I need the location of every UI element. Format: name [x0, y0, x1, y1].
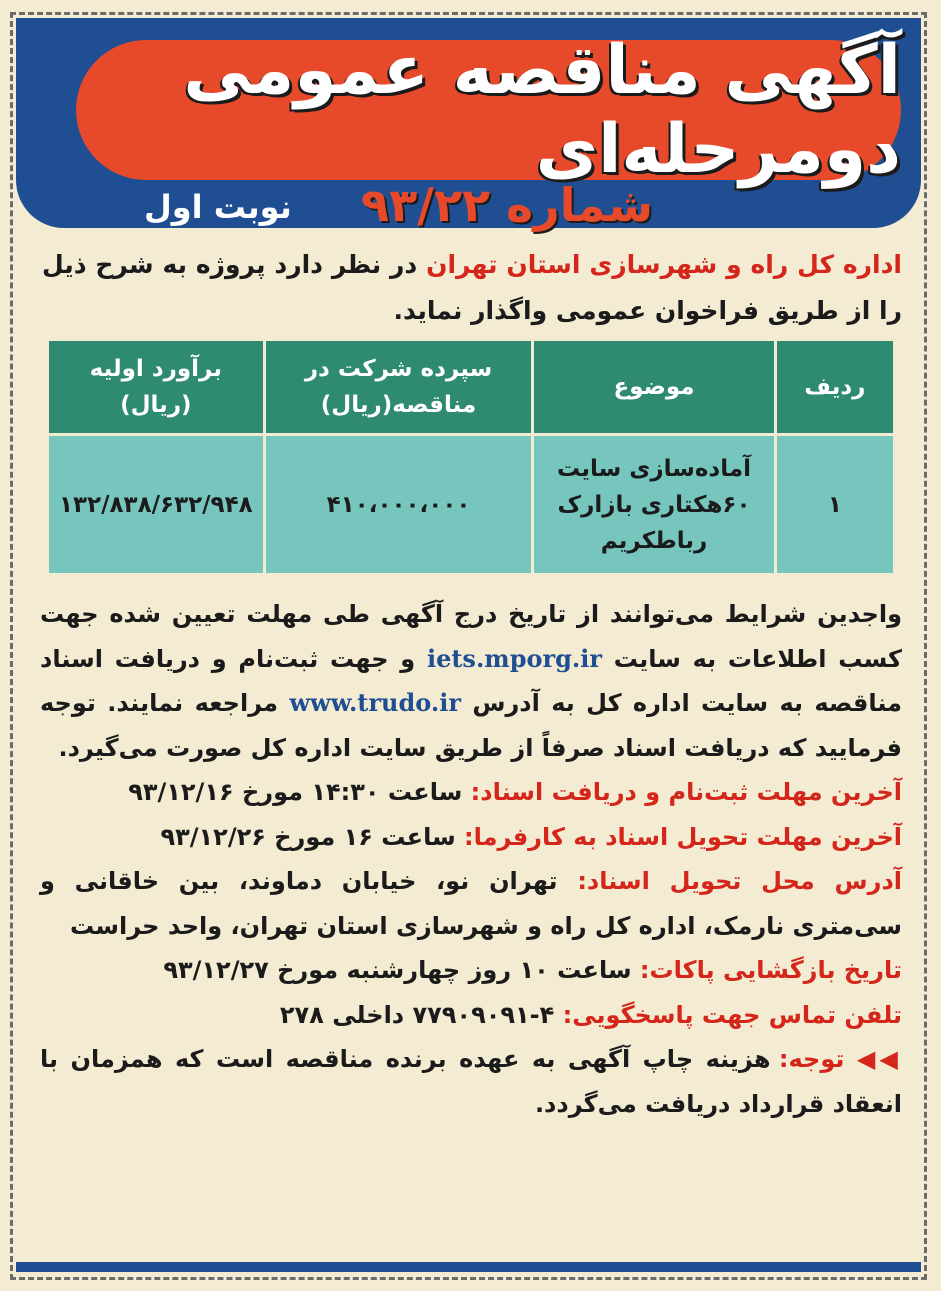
organization-name: اداره کل راه و شهرسازی استان تهران: [426, 250, 902, 279]
cell-subject: آماده‌سازی سایت ۶۰هکتاری بازارک رباطکریم: [533, 435, 775, 575]
opening-date: [40, 948, 902, 993]
deadline-delivery: [40, 815, 902, 860]
opening-date-label: تاریخ بازگشایی پاکات:: [639, 956, 902, 984]
deadline-delivery-value: ساعت ۱۶ مورخ ۹۳/۱۲/۲۶: [160, 822, 465, 851]
contact-phone: [40, 993, 902, 1038]
table-row: [48, 435, 895, 575]
intro-paragraph: [42, 242, 902, 334]
title-banner: [76, 31, 901, 189]
deadline-delivery-label: آخرین مهلت تحویل اسناد به کارفرما:: [464, 822, 902, 851]
cell-row-number: ۱: [775, 435, 894, 575]
table-header-row: [48, 340, 895, 435]
cell-deposit: ۴۱۰،۰۰۰،۰۰۰: [264, 435, 533, 575]
note: [40, 1037, 902, 1126]
page-title: آگهی مناقصه عمومی دومرحله‌ای: [183, 31, 901, 189]
delivery-address: [40, 859, 902, 948]
delivery-address-label: آدرس محل تحویل اسناد:: [577, 867, 902, 895]
header-row-number: ردیف: [775, 340, 894, 435]
opening-date-value: ساعت ۱۰ روز چهارشنبه مورخ ۹۳/۱۲/۲۷: [163, 956, 640, 984]
double-arrow-icon: ◀◀: [856, 1045, 902, 1073]
instructions-paragraph: [40, 592, 902, 770]
bottom-rule: [16, 1262, 921, 1272]
intro-text: در نظر دارد پروژه به شرح ذیل را از طریق فراخوان عمومی واگذار نماید.: [42, 250, 902, 325]
header-estimate: برآورد اولیه (ریال): [48, 340, 265, 435]
contact-phone-label: تلفن تماس جهت پاسخگویی:: [562, 1000, 902, 1029]
note-value: هزینه چاپ آگهی به عهده برنده مناقصه است که همزمان با انعقاد قرارداد دریافت می‌گردد.: [40, 1045, 902, 1118]
delivery-address-value: تهران نو، خیابان دماوند، بین خاقانی و سی‌متری نارمک، اداره کل راه و شهرسازی استان تهران، واحد حراست: [40, 867, 902, 940]
instructions-text-c: مراجعه نمایند. توجه فرمایید که دریافت اسناد صرفاً از طریق سایت اداره کل صورت می‌گیرد.: [40, 689, 902, 762]
header-subject: موضوع: [533, 340, 775, 435]
link-trudo[interactable]: www.trudo.ir: [289, 688, 461, 717]
body-text: [40, 592, 902, 1126]
header-deposit: سپرده شرکت در مناقصه(ریال): [264, 340, 533, 435]
tender-number: شماره ۹۳/۲۲: [361, 178, 654, 232]
instructions-text-b: و جهت ثبت‌نام و دریافت اسناد مناقصه به سایت اداره کل به آدرس: [40, 644, 902, 717]
header-band: [16, 18, 921, 232]
deadline-registration: [40, 770, 902, 815]
instructions-text-a: واجدین شرایط می‌توانند از تاریخ درج آگهی طی مهلت تعیین شده جهت کسب اطلاعات به سایت: [40, 600, 902, 673]
deadline-registration-label: آخرین مهلت ثبت‌نام و دریافت اسناد:: [470, 778, 902, 806]
tender-table: [46, 338, 896, 576]
cell-estimate: ۱۳۲/۸۳۸/۶۳۲/۹۴۸: [48, 435, 265, 575]
note-label: توجه:: [778, 1045, 845, 1073]
contact-phone-value: ۴-۷۷۹۰۹۰۹۱ داخلی ۲۷۸: [279, 1000, 563, 1029]
link-iets[interactable]: iets.mporg.ir: [426, 643, 603, 673]
deadline-registration-value: ساعت ۱۴:۳۰ مورخ ۹۳/۱۲/۱۶: [128, 778, 471, 806]
publication-round: نوبت اول: [144, 188, 292, 226]
